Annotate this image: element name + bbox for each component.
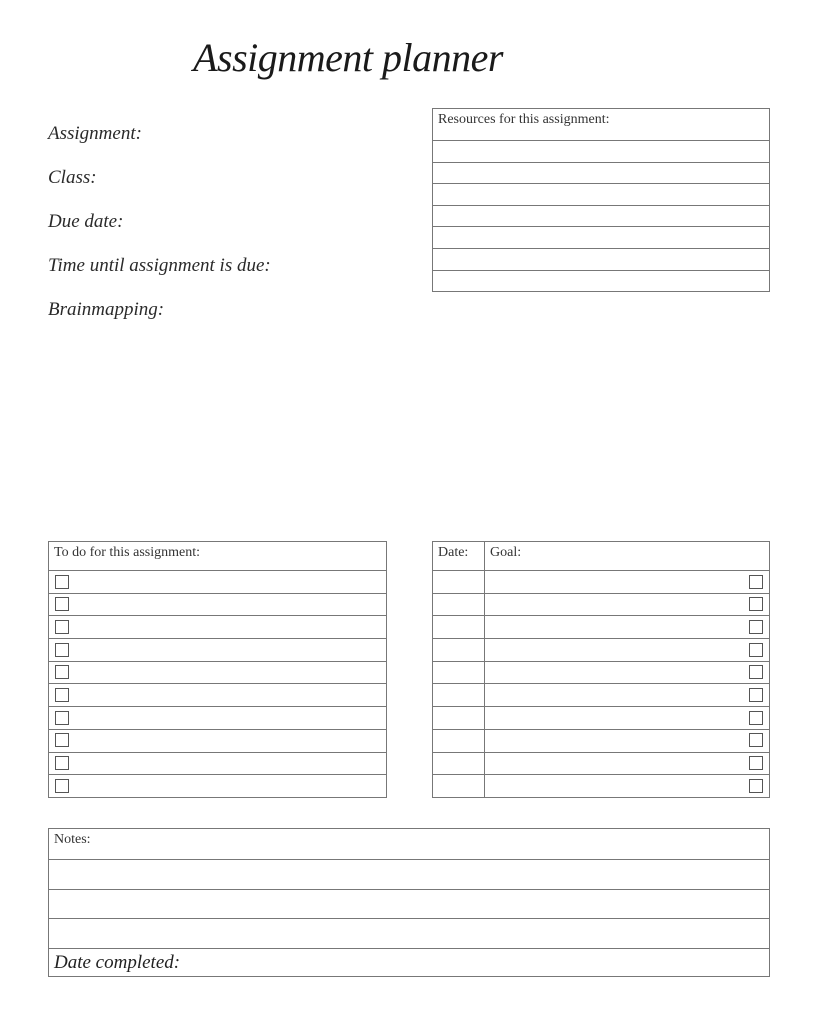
goal-checkbox[interactable] <box>749 688 763 702</box>
goal-row <box>433 593 769 616</box>
resources-line[interactable] <box>433 248 769 270</box>
goal-text-cell[interactable] <box>485 662 769 684</box>
notes-header: Notes: <box>54 832 91 847</box>
goal-date-cell[interactable] <box>433 571 485 593</box>
resources-line[interactable] <box>433 226 769 248</box>
resources-line[interactable] <box>433 162 769 184</box>
todo-row[interactable] <box>49 638 386 661</box>
goal-text-cell[interactable] <box>485 594 769 616</box>
goal-header: Goal: <box>490 545 522 560</box>
goal-checkbox[interactable] <box>749 665 763 679</box>
goal-row <box>433 706 769 729</box>
goal-date-cell[interactable] <box>433 639 485 661</box>
goal-row <box>433 729 769 752</box>
goal-row <box>433 752 769 775</box>
todo-row[interactable] <box>49 593 386 616</box>
goal-date-cell[interactable] <box>433 730 485 752</box>
notes-line[interactable] <box>49 859 769 889</box>
notes-line[interactable] <box>49 889 769 919</box>
field-due-date[interactable]: Due date: <box>48 211 124 232</box>
todo-row[interactable] <box>49 615 386 638</box>
goals-header-row <box>433 542 769 570</box>
assignment-fields <box>48 122 271 342</box>
todo-checkbox[interactable] <box>55 620 69 634</box>
goal-date-cell[interactable] <box>433 594 485 616</box>
date-completed-row[interactable] <box>49 948 769 976</box>
goal-date-cell[interactable] <box>433 684 485 706</box>
goals-box <box>432 541 770 798</box>
todo-checkbox[interactable] <box>55 733 69 747</box>
todo-checkbox[interactable] <box>55 597 69 611</box>
resources-line[interactable] <box>433 270 769 292</box>
todo-row[interactable] <box>49 774 386 797</box>
resources-header-row <box>433 109 769 140</box>
goal-checkbox[interactable] <box>749 643 763 657</box>
todo-checkbox[interactable] <box>55 643 69 657</box>
goal-row <box>433 683 769 706</box>
goal-checkbox[interactable] <box>749 620 763 634</box>
todo-header-row <box>49 542 386 570</box>
goal-date-cell[interactable] <box>433 616 485 638</box>
goal-date-cell[interactable] <box>433 662 485 684</box>
todo-checkbox[interactable] <box>55 665 69 679</box>
todo-checkbox[interactable] <box>55 688 69 702</box>
goal-row <box>433 774 769 797</box>
goal-date-cell[interactable] <box>433 707 485 729</box>
resources-line[interactable] <box>433 183 769 205</box>
goal-checkbox[interactable] <box>749 597 763 611</box>
goal-text-cell[interactable] <box>485 707 769 729</box>
todo-header: To do for this assignment: <box>54 545 201 560</box>
todo-row[interactable] <box>49 683 386 706</box>
todo-checkbox[interactable] <box>55 779 69 793</box>
goal-checkbox[interactable] <box>749 711 763 725</box>
goal-date-cell[interactable] <box>433 775 485 797</box>
goal-row <box>433 615 769 638</box>
goal-checkbox[interactable] <box>749 575 763 589</box>
todo-checkbox[interactable] <box>55 756 69 770</box>
notes-line[interactable] <box>49 918 769 948</box>
todo-checkbox[interactable] <box>55 575 69 589</box>
todo-box <box>48 541 387 798</box>
goal-text-cell[interactable] <box>485 730 769 752</box>
goal-text-cell[interactable] <box>485 616 769 638</box>
resources-line[interactable] <box>433 205 769 227</box>
goal-row <box>433 661 769 684</box>
resources-header: Resources for this assignment: <box>438 112 610 127</box>
field-class[interactable]: Class: <box>48 167 97 188</box>
goal-checkbox[interactable] <box>749 756 763 770</box>
goal-date-cell[interactable] <box>433 753 485 775</box>
notes-box <box>48 828 770 977</box>
todo-row[interactable] <box>49 729 386 752</box>
date-completed-label: Date completed: <box>54 951 181 973</box>
field-time-until-due[interactable]: Time until assignment is due: <box>48 255 271 276</box>
todo-row[interactable] <box>49 706 386 729</box>
goal-row <box>433 570 769 593</box>
goal-text-cell[interactable] <box>485 571 769 593</box>
field-brainmapping[interactable]: Brainmapping: <box>48 299 165 320</box>
field-assignment[interactable]: Assignment: <box>48 123 142 144</box>
resources-box <box>432 108 770 292</box>
goal-text-cell[interactable] <box>485 684 769 706</box>
goal-text-cell[interactable] <box>485 639 769 661</box>
todo-row[interactable] <box>49 570 386 593</box>
goal-text-cell[interactable] <box>485 775 769 797</box>
todo-row[interactable] <box>49 752 386 775</box>
goal-checkbox[interactable] <box>749 779 763 793</box>
goal-row <box>433 638 769 661</box>
goal-checkbox[interactable] <box>749 733 763 747</box>
notes-header-row <box>49 829 769 859</box>
todo-checkbox[interactable] <box>55 711 69 725</box>
todo-row[interactable] <box>49 661 386 684</box>
goal-text-cell[interactable] <box>485 753 769 775</box>
page-title: Assignment planner <box>193 35 503 80</box>
date-header: Date: <box>438 545 469 560</box>
resources-line[interactable] <box>433 140 769 162</box>
